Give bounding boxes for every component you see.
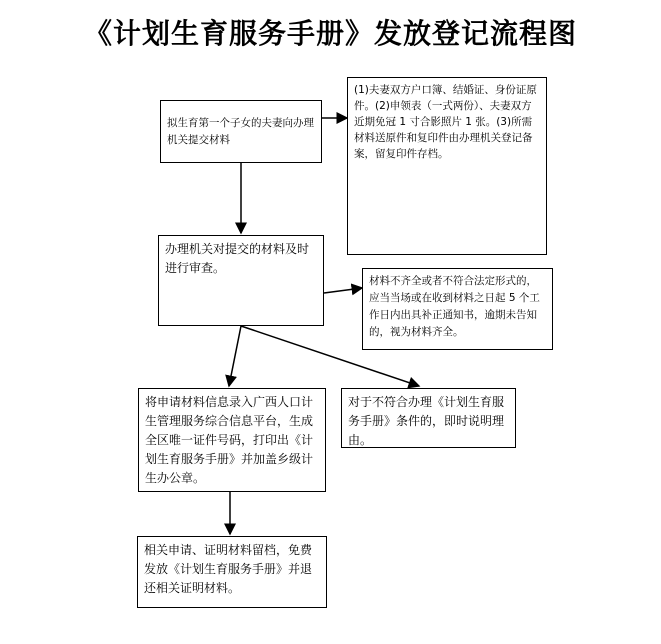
step3-register-and-print	[138, 388, 326, 492]
note2-text: 材料不齐全或者不符合法定形式的，应当当场或在收到材料之日起 5 个工作日内出具补正通知书，逾期未告知的，视为材料齐全。	[369, 275, 540, 338]
step2-text: 办理机关对提交的材料及时进行审查。	[165, 242, 310, 275]
note2-correction-notice	[362, 268, 553, 350]
step4-text: 对于不符合办理《计划生育服务手册》条件的，即时说明理由。	[348, 395, 505, 447]
step1-text: 拟生育第一个子女的夫妻向办理机关提交材料	[167, 117, 314, 146]
step5-issue-handbook	[137, 536, 327, 608]
note1-required-documents	[347, 77, 547, 255]
step1-submit-materials	[160, 100, 322, 163]
page-title: 《计划生育服务手册》发放登记流程图	[83, 17, 577, 50]
step4-reject-explain	[341, 388, 516, 448]
step2-review	[158, 235, 324, 326]
step5-text: 相关申请、证明材料留档，免费发放《计划生育服务手册》并退还相关证明材料。	[144, 543, 313, 595]
note1-text: (1)夫妻双方户口簿、结婚证、身份证原件。(2)申领表（一式两份）、夫妻双方近期免冠 1 寸合影照片 1 张。(3)所需材料送原件和复印件由办理机关登记备案，留复印件存档。	[354, 84, 537, 160]
connector-step2-note2	[324, 288, 362, 293]
connector-step2-step3	[229, 326, 241, 386]
step3-text: 将申请材料信息录入广西人口计生管理服务综合信息平台，生成全区唯一证件号码，打印出《计划生育服务手册》并加盖乡级计生办公章。	[145, 395, 314, 485]
